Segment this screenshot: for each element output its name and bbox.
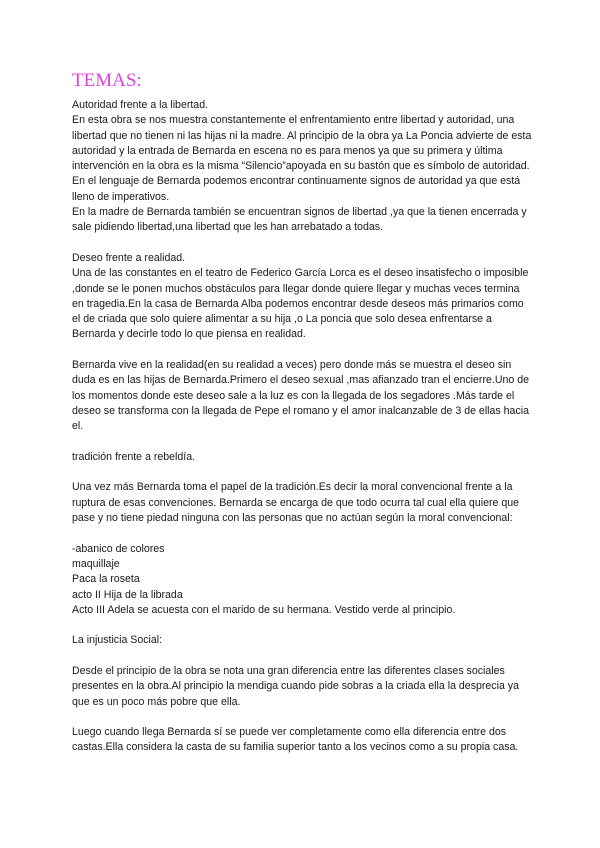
paragraph-spacer [72, 710, 532, 725]
paragraph: Deseo frente a realidad. [72, 251, 186, 264]
paragraph: Acto III Adela se acuesta con el marido de su hermana. Vestido verde al principio. [72, 603, 456, 616]
paragraph: Autoridad frente a la libertad. [72, 99, 209, 111]
paragraph: maquillaje [72, 557, 120, 570]
paragraph-spacer [72, 649, 532, 664]
paragraph-spacer [72, 526, 532, 541]
paragraph: En la madre de Bernarda también se encuentran signos de libertad ,ya que la tienen encerrada y sale pidiendo libertad,una libertad que les han arrebatado a todas. [72, 206, 527, 234]
paragraph: Una de las constantes en el teatro de Federico García Lorca es el deseo insatisfecho o imposible ,donde se le ponen muchos obstáculos para llegar donde quiere llegar y muchas veces termina en tragedia.En la casa de Bernarda Alba podemos encontrar desde deseos más primarios como el de criada que solo quiere alimentar a su hija ,o La poncia que solo desea enfrentarse a Bernarda y decirle todo lo que piensa en realidad. [72, 267, 529, 341]
page-title: TEMAS: [72, 70, 142, 91]
paragraph: En esta obra se nos muestra constantemente el enfrentamiento entre libertad y autoridad, una libertad que no tienen ni las hijas ni la madre. Al principio de la obra ya La Poncia advierte de esta autoridad y la entrada de Bernarda en escena no es para menos ya que su primera y última intervención en la obra es la misma “Silencio”apoyada en su bastón que es símbolo de autoridad. [72, 114, 532, 173]
paragraph: Desde el principio de la obra se nota una gran diferencia entre las diferentes clases sociales presentes en la obra.Al principio la mendiga cuando pide sobras a la criada ella la desprecia ya que es un poco más pobre que ella. [72, 664, 519, 708]
paragraph-spacer [72, 618, 532, 633]
paragraph-spacer [72, 236, 532, 251]
paragraph: -abanico de colores [72, 542, 165, 555]
paragraph: En el lenguaje de Bernarda podemos encontrar continuamente signos de autoridad ya que está lleno de imperativos. [72, 175, 521, 203]
paragraph-spacer [72, 435, 532, 450]
paragraph-spacer [72, 465, 532, 480]
paragraph: La injusticia Social: [72, 634, 163, 647]
document-body [72, 98, 532, 756]
document-page [72, 70, 532, 756]
paragraph: Paca la roseta [72, 573, 140, 586]
paragraph: Una vez más Bernarda toma el papel de la tradición.Es decir la moral convencional frente a la ruptura de esas convenciones. Bernarda se encarga de que todo ocurra tal cual ella quiere que pase y no tiene piedad ninguna con las personas que no actúan según la moral convencional: [72, 481, 519, 525]
paragraph: Luego cuando llega Bernarda sí se puede ver completamente como ella diferencia entre dos castas.Ella considera la casta de su familia superior tanto a los vecinos como a su propia casa. [72, 726, 519, 754]
paragraph: tradición frente a rebeldía. [72, 450, 196, 463]
paragraph: Bernarda vive en la realidad(en su realidad a veces) pero donde más se muestra el deseo sin duda es en las hijas de Bernarda.Primero el deseo sexual ,mas afianzado tran el encierre.Uno de los momentos donde este deseo sale a la luz es con la llegada de los segadores .Más tarde el deseo se transforma con la llegada de Pepe el romano y el amor inalcanzable de 3 de ellas hacia el. [72, 359, 529, 433]
paragraph-spacer [72, 343, 532, 358]
paragraph: acto II Hija de la librada [72, 588, 183, 601]
